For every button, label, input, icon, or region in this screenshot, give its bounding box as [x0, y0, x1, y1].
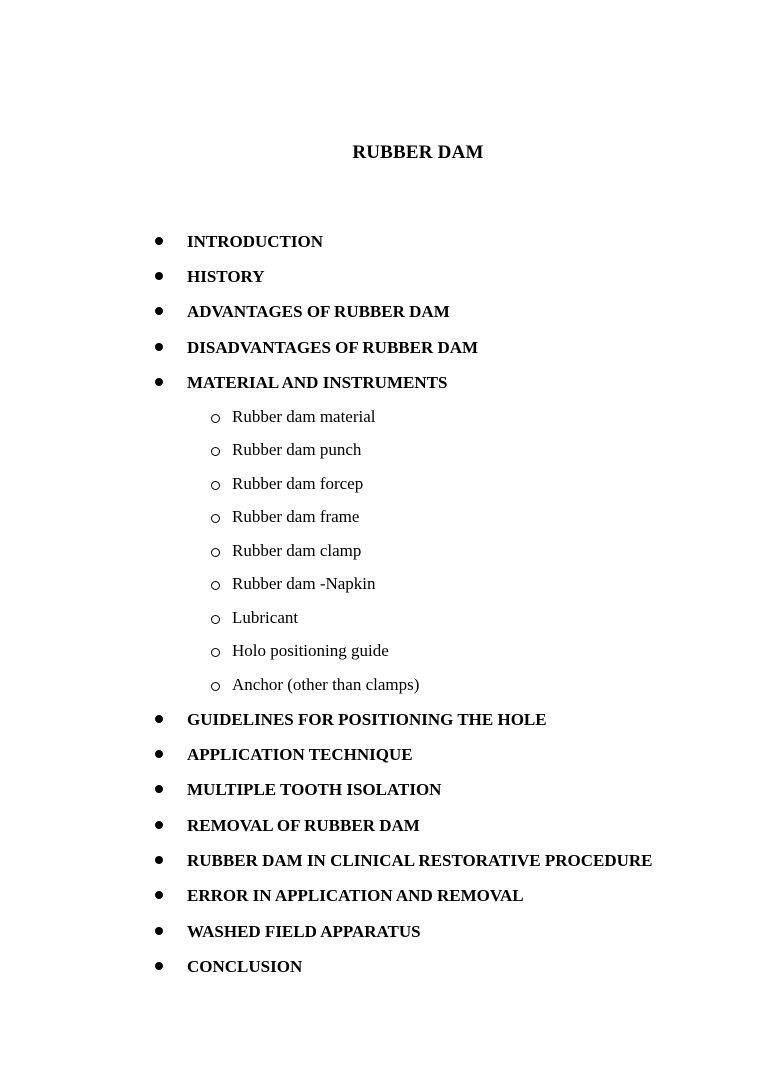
sub-list-item-label: Lubricant — [232, 608, 299, 627]
bullet-icon — [148, 743, 172, 767]
hollow-bullet-icon — [205, 572, 225, 596]
sub-list-item — [0, 405, 768, 429]
sub-list-item-label: Rubber dam forcep — [232, 474, 364, 493]
bullet-icon — [148, 955, 172, 979]
hollow-bullet-icon — [205, 505, 225, 529]
list-item-label: REMOVAL OF RUBBER DAM — [187, 816, 420, 835]
sub-list-item — [0, 438, 768, 462]
bullet-icon — [148, 300, 172, 324]
list-item-label: DISADVANTAGES OF RUBBER DAM — [187, 338, 479, 357]
list-item-label: HISTORY — [187, 267, 265, 286]
sub-list-item-label: Holo positioning guide — [232, 641, 389, 660]
list-item — [0, 849, 768, 873]
list-item — [0, 955, 768, 979]
hollow-bullet-icon — [205, 673, 225, 697]
list-item — [0, 336, 768, 360]
list-item-label: INTRODUCTION — [187, 232, 324, 251]
bullet-icon — [148, 336, 172, 360]
sub-list-item — [0, 639, 768, 663]
list-item-label: CONCLUSION — [187, 957, 303, 976]
list-item-label: WASHED FIELD APPARATUS — [187, 922, 421, 941]
sub-list-item-label: Rubber dam clamp — [232, 541, 362, 560]
list-item-label: MULTIPLE TOOTH ISOLATION — [187, 780, 442, 799]
bullet-icon — [148, 920, 172, 944]
list-item-label: ADVANTAGES OF RUBBER DAM — [187, 302, 450, 321]
sub-list-item — [0, 606, 768, 630]
hollow-bullet-icon — [205, 405, 225, 429]
list-item — [0, 371, 768, 395]
page-title: RUBBER DAM — [352, 142, 484, 163]
hollow-bullet-icon — [205, 539, 225, 563]
list-item-label: APPLICATION TECHNIQUE — [187, 745, 413, 764]
sub-list-item-label: Anchor (other than clamps) — [232, 675, 420, 694]
bullet-icon — [148, 778, 172, 802]
list-item — [0, 265, 768, 289]
list-item — [0, 814, 768, 838]
hollow-bullet-icon — [205, 639, 225, 663]
list-item — [0, 230, 768, 254]
list-item-label: RUBBER DAM IN CLINICAL RESTORATIVE PROCEDURE — [187, 851, 653, 870]
bullet-icon — [148, 708, 172, 732]
sub-list-item-label: Rubber dam -Napkin — [232, 574, 376, 593]
list-item — [0, 743, 768, 767]
list-item-label: GUIDELINES FOR POSITIONING THE HOLE — [187, 710, 547, 729]
hollow-bullet-icon — [205, 606, 225, 630]
bullet-icon — [148, 265, 172, 289]
hollow-bullet-icon — [205, 472, 225, 496]
sub-list-item — [0, 505, 768, 529]
list-item — [0, 708, 768, 732]
bullet-icon — [148, 884, 172, 908]
list-item — [0, 778, 768, 802]
sub-list-item — [0, 472, 768, 496]
list-item — [0, 884, 768, 908]
sub-list-item — [0, 572, 768, 596]
list-item-label: MATERIAL AND INSTRUMENTS — [187, 373, 448, 392]
bullet-icon — [148, 371, 172, 395]
sub-list-item-label: Rubber dam frame — [232, 507, 360, 526]
sub-list-item — [0, 539, 768, 563]
sub-list-item-label: Rubber dam material — [232, 407, 376, 426]
bullet-icon — [148, 230, 172, 254]
list-item-label: ERROR IN APPLICATION AND REMOVAL — [187, 886, 524, 905]
list-item — [0, 920, 768, 944]
sub-list-item-label: Rubber dam punch — [232, 440, 362, 459]
sub-list-item — [0, 673, 768, 697]
bullet-icon — [148, 814, 172, 838]
hollow-bullet-icon — [205, 438, 225, 462]
bullet-icon — [148, 849, 172, 873]
list-item — [0, 300, 768, 324]
